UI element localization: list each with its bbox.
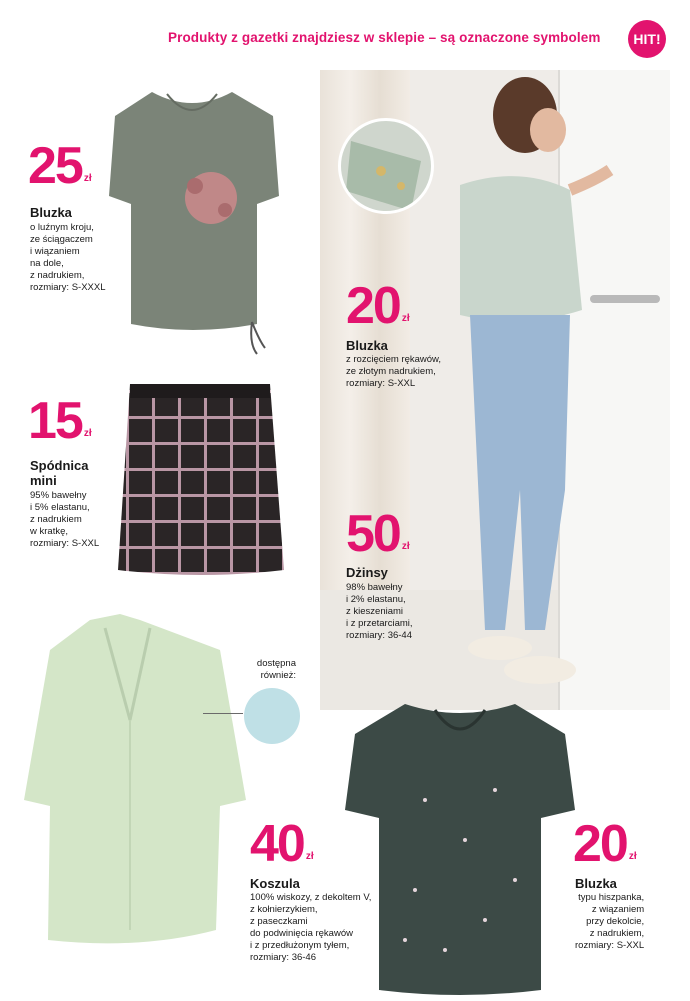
plaid-skirt-image [116,380,286,580]
product-desc-blouse-mint: z rozcięciem rękawów, ze złotym nadrukiem, rozmiary: S-XXL [346,354,442,389]
blue-color-swatch [244,688,300,744]
store-notice: Produkty z gazetki znajdziesz w sklepie – są oznaczone symbolem [168,30,601,45]
product-desc-shirt: 100% wiskozy, z dekoltem V, z kołnierzykiem, z paseczkami do podwinięcia rękawów i z przedłużonym tyłem, rozmiary: 36-46 [250,892,372,963]
hit-badge: HIT! [628,20,666,58]
price-blouse-gray: 25 $_{zł}$ [28,137,92,195]
product-name-blouse-mint: Bluzka [346,338,388,353]
product-desc-jeans: 98% bawełny i 2% elastanu, z kieszeniami i z przetarciami, rozmiary: 36-44 [346,582,413,641]
product-name-blouse-gray: Bluzka [30,205,72,220]
product-desc-blouse-dark: typu hiszpanka, z wiązaniem przy dekolcie, z nadrukiem, rozmiary: S-XXL [575,892,645,951]
product-desc-blouse-gray: o luźnym kroju, ze ściągaczem i wiązaniem na dole, z nadrukiem, rozmiary: S-XXXL [30,222,106,293]
sleeve-detail-inset [338,118,434,214]
price-blouse-mint: 20 $_{zł}$ [346,277,410,335]
color-pointer-line [203,713,243,714]
product-name-shirt: Koszula [250,876,300,891]
price-blouse-dark: 20 $_{zł}$ [573,815,637,873]
product-name-skirt: Spódnica mini [30,458,89,488]
price-jeans: 50 $_{zł}$ [346,505,410,563]
dark-floral-blouse-image [345,700,575,1000]
gray-blouse-image [107,86,277,346]
product-name-blouse-dark: Bluzka [575,876,617,891]
product-desc-skirt: 95% bawełny i 5% elastanu, z nadrukiem w kratkę, rozmiary: S-XXL [30,490,100,549]
also-available-label: dostępna również: [256,658,296,681]
green-shirt-image [20,610,250,950]
price-shirt: 40 $_{zł}$ [250,815,314,873]
product-name-jeans: Dżinsy [346,565,388,580]
price-skirt: 15 $_{zł}$ [28,392,92,450]
